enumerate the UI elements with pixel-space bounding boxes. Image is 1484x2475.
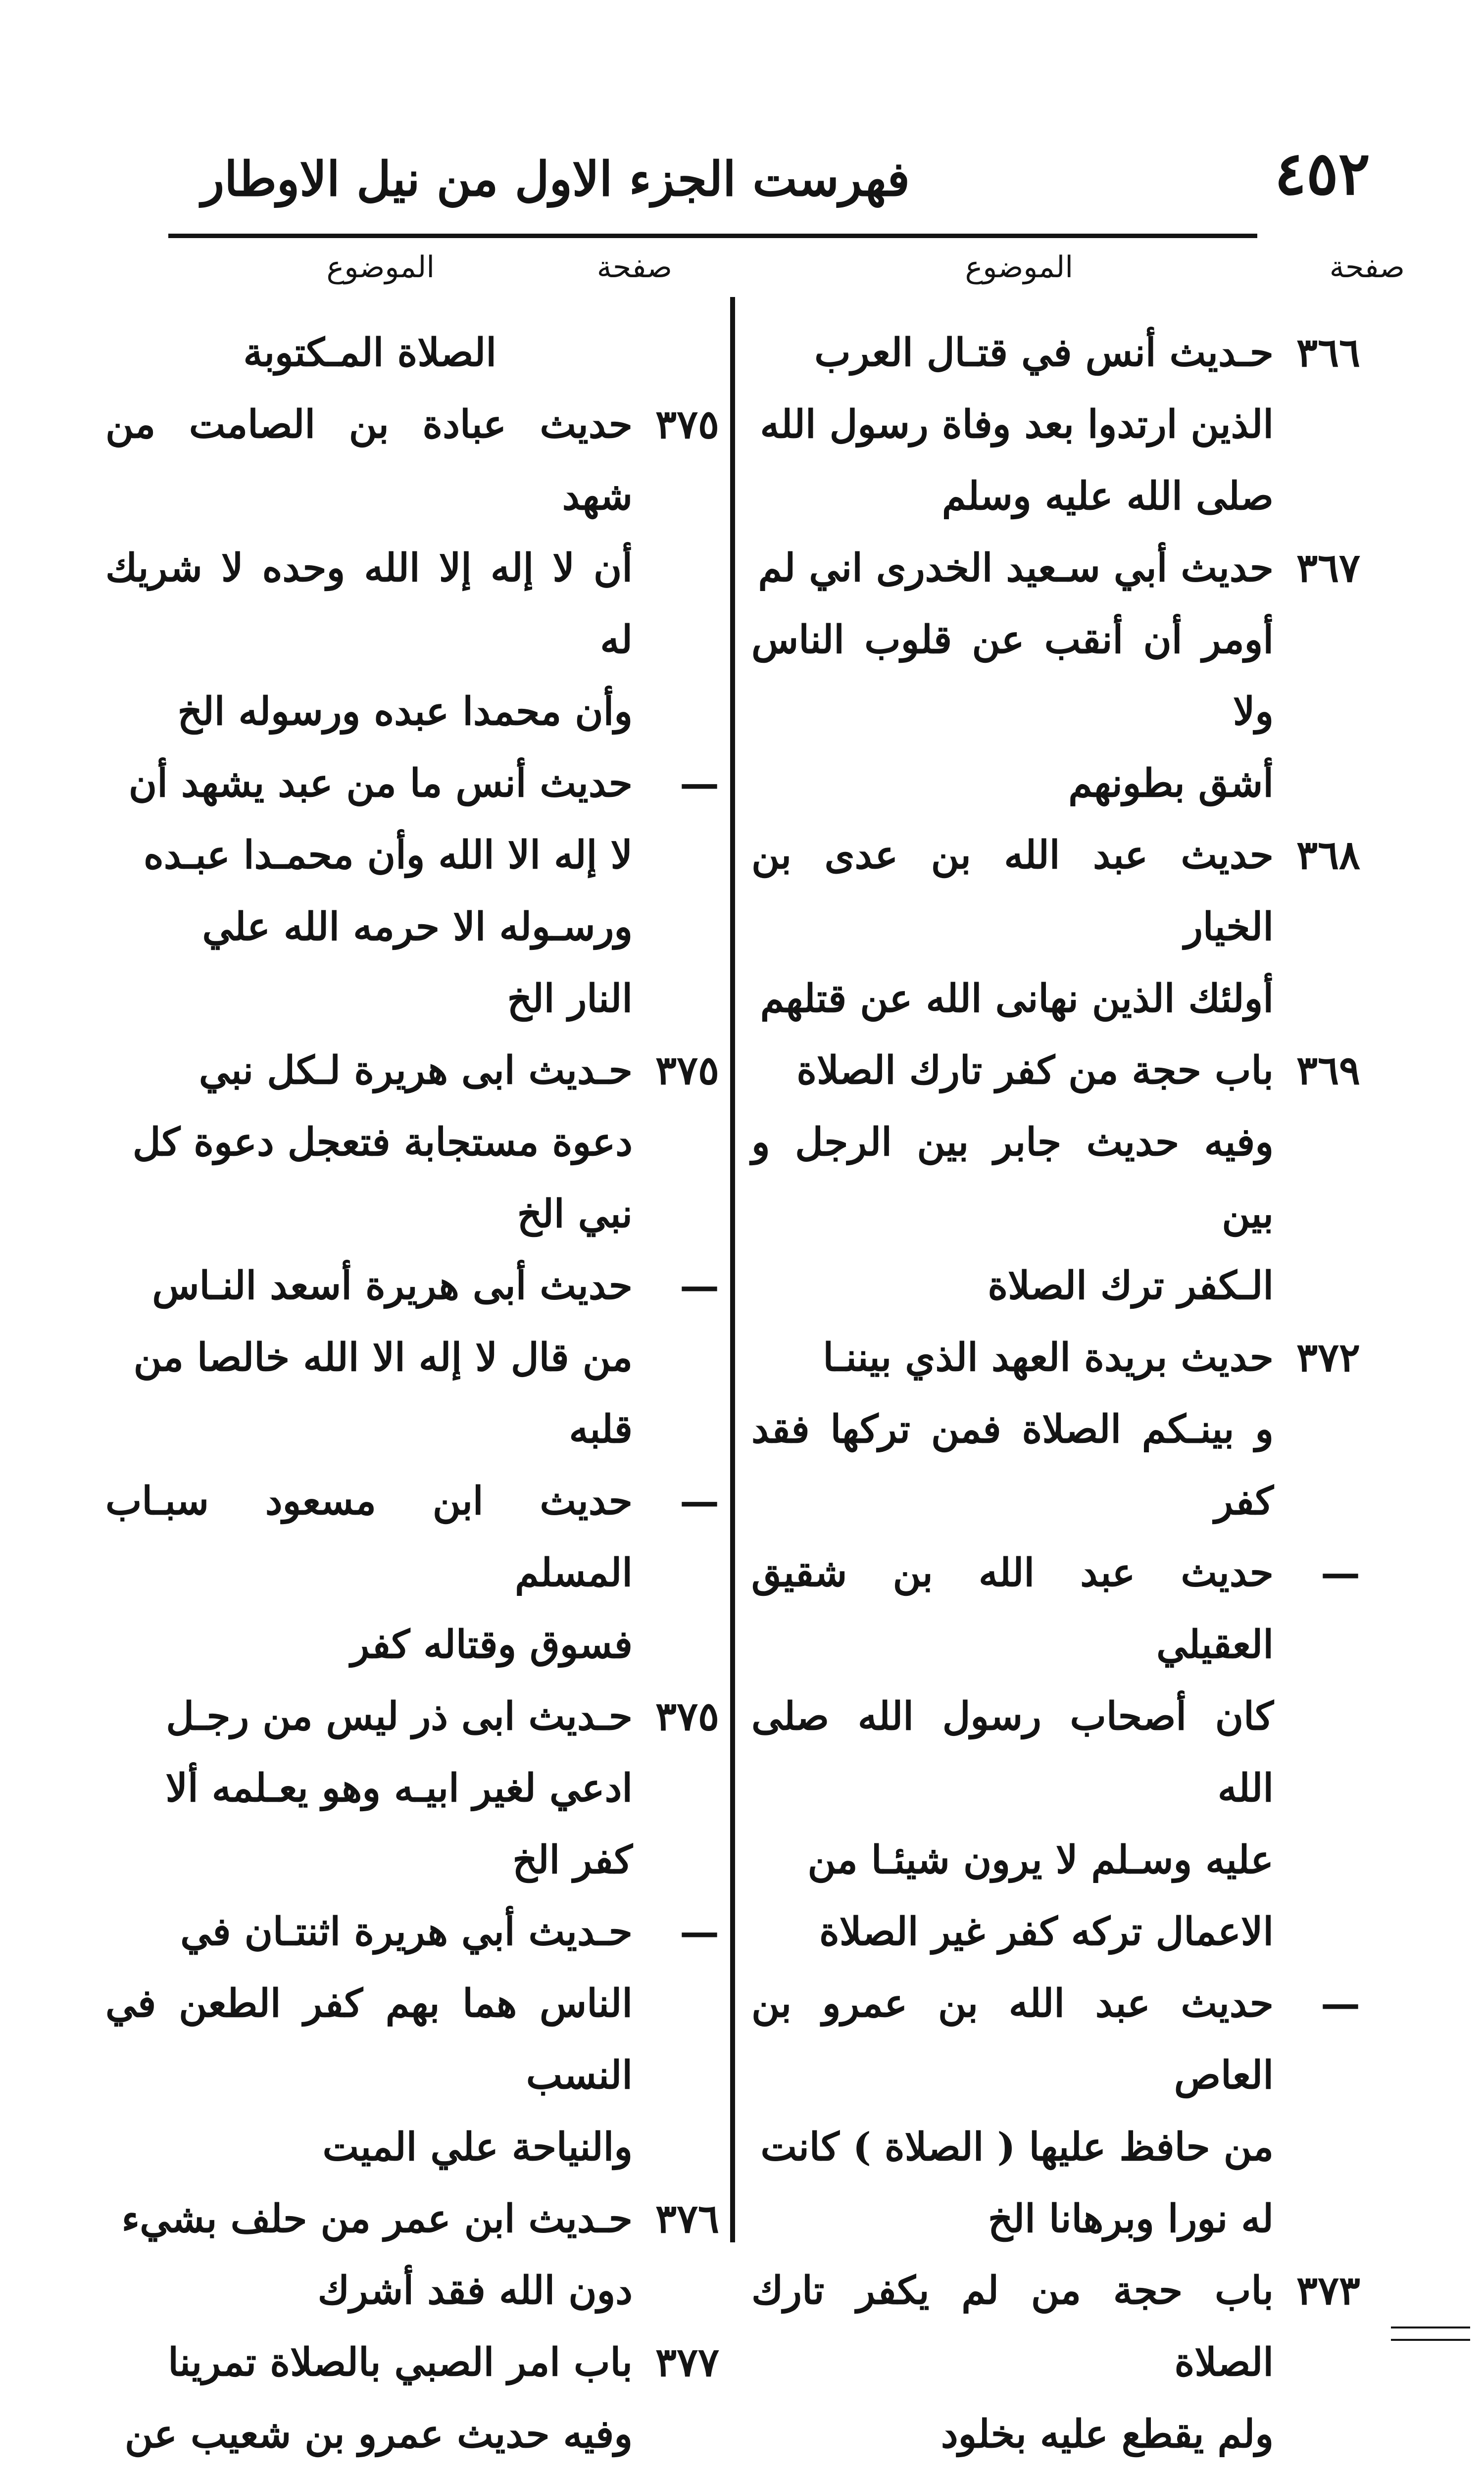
index-entry bbox=[751, 2255, 1360, 2475]
entry-subject: باب حجة من لم يكفر تارك الصلاة ولم يقطع عليه بخلود bbox=[751, 2268, 1274, 2457]
entry-page-number: — bbox=[680, 1478, 719, 1524]
index-entry bbox=[105, 1465, 719, 1681]
entry-subject: باب حجة من كفر تارك الصلاة وفيه حديث جابر بين الرجل و بين الـكفر ترك الصلاة bbox=[751, 1048, 1274, 1308]
entry-subject: حديث عبد الله بن شقيق العقيلي كان أصحاب رسول الله صلى الله عليه وسـلم لا يرون شيئـا من الاعمال تركه كفر غير الصلاة bbox=[751, 1550, 1274, 1954]
entry-page-number: ٣٧٥ bbox=[655, 1693, 719, 1739]
entry-page-number: ٣٧٥ bbox=[655, 401, 719, 447]
entry-subject: حديث أبى هريرة أسعد النـاس من قال لا إله الا الله خالصا من قلبه bbox=[133, 1263, 633, 1452]
page-number: ٤٥٢ bbox=[1274, 139, 1370, 208]
index-entry bbox=[105, 1681, 719, 1896]
index-entry bbox=[751, 1537, 1360, 1968]
entry-page-number: — bbox=[680, 760, 719, 806]
entry-page-number: — bbox=[680, 1908, 719, 1955]
entry-subject: حـديث أنس في قتـال العرب الذين ارتدوا بعد وفاة رسول الله صلى الله عليه وسلم bbox=[760, 330, 1274, 519]
right-col-page-header: صفحة bbox=[1329, 250, 1405, 285]
section-title: الصلاة المـكتوبة bbox=[243, 330, 496, 375]
index-entry bbox=[751, 1035, 1360, 1322]
entry-subject: حديث عبد الله بن عمرو بن العاص من حافظ عليها ( الصلاة ) كانت له نورا وبرهانا الخ bbox=[751, 1981, 1274, 2241]
index-entry bbox=[105, 747, 719, 1035]
index-entry bbox=[751, 1322, 1360, 1537]
footer-rule bbox=[1391, 2339, 1470, 2341]
entry-page-number: — bbox=[680, 1262, 719, 1309]
entry-page-number: ٣٧٢ bbox=[1296, 1334, 1360, 1381]
right-col-subject-header: الموضوع bbox=[965, 250, 1073, 285]
entry-subject: حديث عبادة بن الصامت من شهد أن لا إله إلا الله وحده لا شريك له وأن محمدا عبده ورسوله الخ bbox=[105, 402, 633, 734]
index-entry bbox=[751, 1968, 1360, 2255]
entry-page-number: ٣٧٣ bbox=[1296, 2267, 1360, 2314]
left-column bbox=[105, 317, 719, 2470]
index-entry bbox=[105, 2326, 719, 2470]
footer-rule bbox=[1391, 2326, 1470, 2328]
index-entry bbox=[751, 317, 1360, 532]
entry-subject: حديث عبد الله بن عدى بن الخيار أولئك الذين نهانى الله عن قتلهم bbox=[751, 833, 1274, 1021]
left-col-subject-header: الموضوع bbox=[326, 250, 435, 285]
entry-page-number: ٣٦٦ bbox=[1296, 329, 1360, 376]
running-title: فهرست الجزء الاول من نيل الاوطار bbox=[201, 151, 910, 207]
entry-subject: حديث بريدة العهد الذي بيننـا و بينـكم الصلاة فمن تركها فقد كفر bbox=[751, 1335, 1274, 1524]
entry-subject: باب امر الصبي بالصلاة تمرينا وفيه حديث عمرو بن شعيب عن bbox=[125, 2340, 633, 2457]
index-entry bbox=[751, 532, 1360, 819]
entry-subject: حديث ابن مسعود سبـاب المسلم فسوق وقتاله كفر bbox=[105, 1479, 633, 1667]
entry-subject: حديث أنس ما من عبد يشهد أن لا إله الا الله وأن محمـدا عبـده ورسـوله الا حرمه الله علي النار الخ bbox=[128, 761, 633, 1021]
index-entry bbox=[105, 2183, 719, 2326]
entry-subject: حديث أبي سـعيد الخدرى اني لم أومر أن أنقب عن قلوب الناس ولا أشق بطونهم bbox=[751, 545, 1274, 806]
entry-page-number: ٣٦٧ bbox=[1296, 544, 1360, 591]
entry-subject: حـديث ابن عمر من حلف بشيء دون الله فقد أشرك bbox=[121, 2196, 633, 2313]
column-divider bbox=[730, 297, 735, 2242]
right-column bbox=[751, 317, 1360, 2475]
entry-page-number: ٣٦٨ bbox=[1296, 832, 1360, 878]
entry-subject: حـديث ابى هريرة لـكل نبي دعوة مستجابة فتعجل دعوة كل نبي الخ bbox=[132, 1048, 633, 1237]
index-entry bbox=[751, 819, 1360, 1035]
entry-subject: حـديث ابى ذر ليس من رجـل ادعي لغير ابيـه وهو يعـلمه ألا كفر الخ bbox=[165, 1694, 633, 1882]
left-col-page-header: صفحة bbox=[596, 250, 672, 285]
entry-page-number: ٣٧٥ bbox=[655, 1047, 719, 1093]
index-entry bbox=[105, 389, 719, 747]
entry-page-number: ٣٦٩ bbox=[1296, 1047, 1360, 1093]
entry-subject: حـديث أبي هريرة اثنتـان في الناس هما بهم كفر الطعن في النسب والنياحة علي الميت bbox=[105, 1909, 633, 2170]
header-rule bbox=[168, 234, 1257, 238]
index-entry bbox=[105, 1250, 719, 1465]
entry-page-number: ٣٧٧ bbox=[655, 2339, 719, 2385]
index-entry bbox=[105, 1035, 719, 1250]
index-entry bbox=[105, 1896, 719, 2183]
entry-page-number: — bbox=[1321, 1549, 1360, 1596]
entry-page-number: — bbox=[1321, 1980, 1360, 2027]
entry-page-number: ٣٧٦ bbox=[655, 2195, 719, 2242]
